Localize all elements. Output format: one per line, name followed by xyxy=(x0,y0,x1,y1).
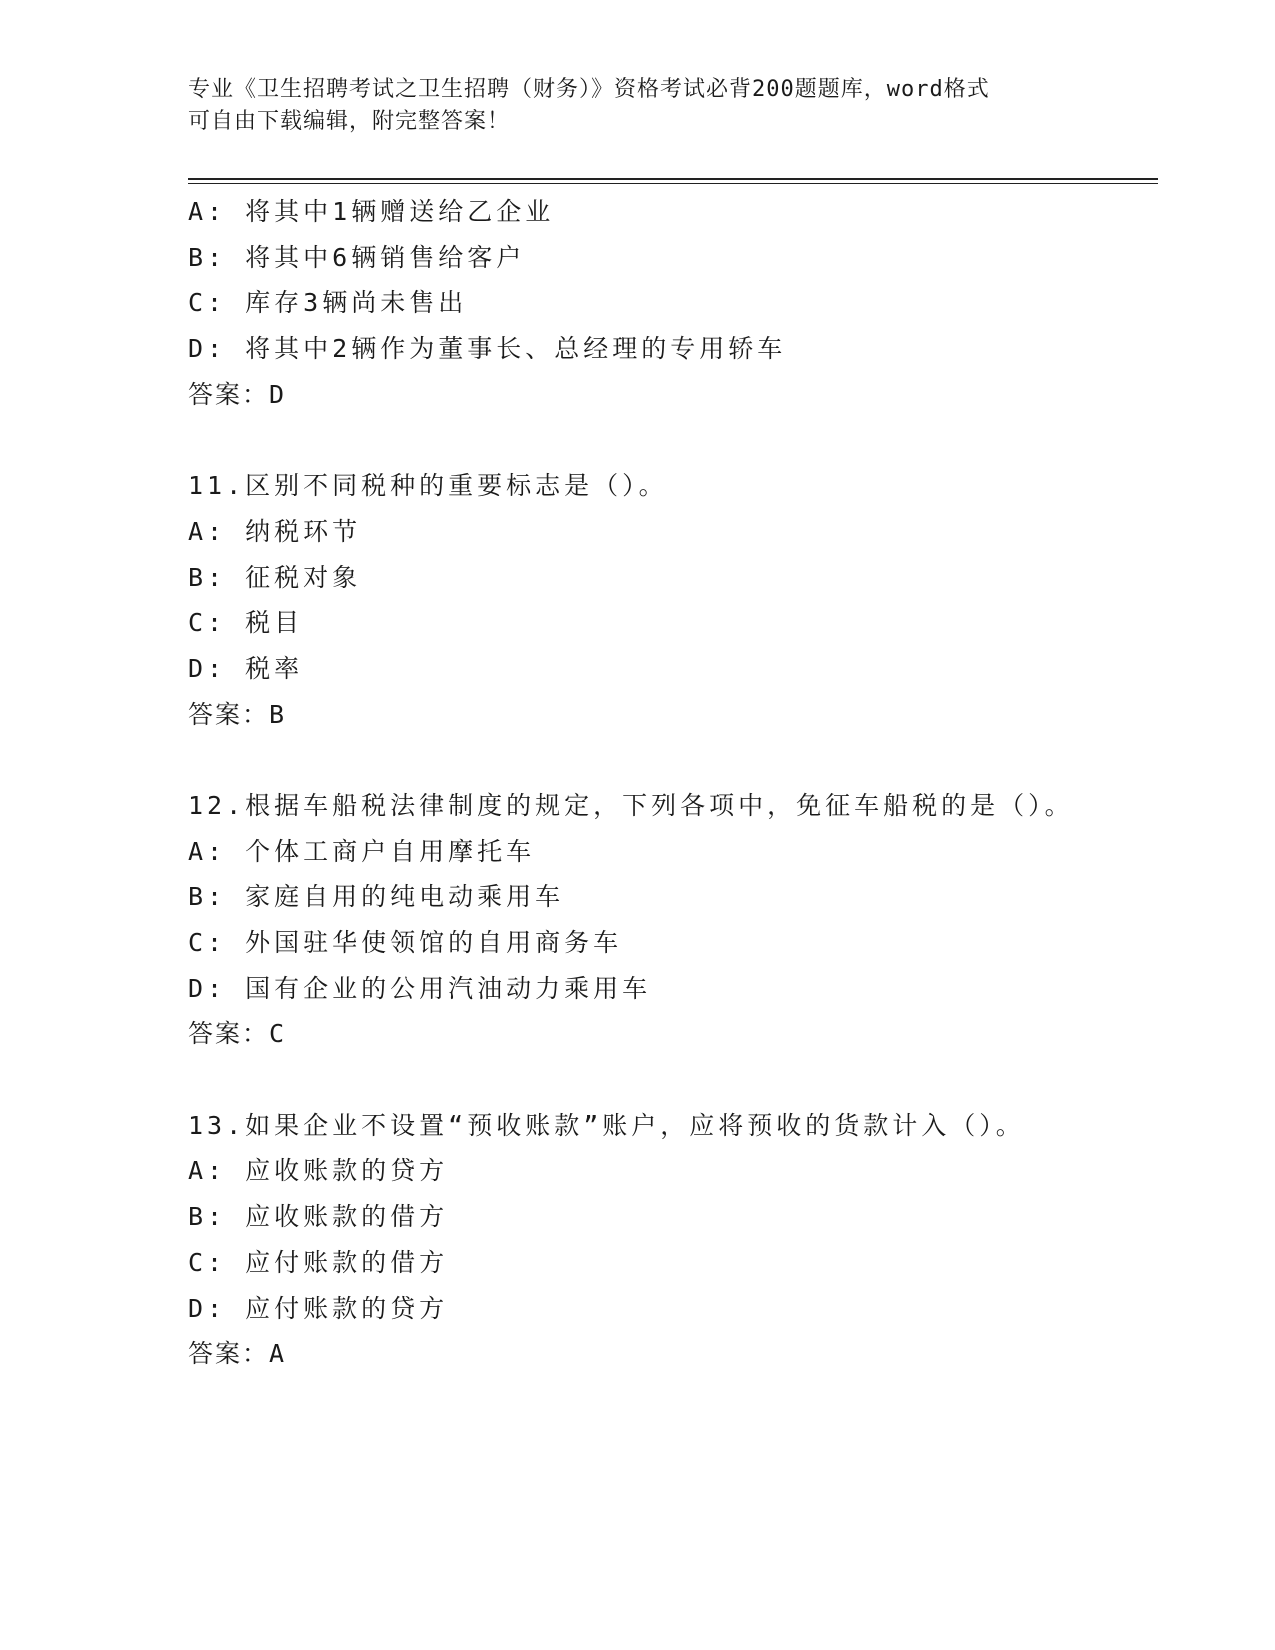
option-b: B: 将其中6辆销售给客户 xyxy=(188,242,526,272)
option-d: D: 国有企业的公用汽油动力乘用车 xyxy=(188,973,652,1003)
question-block-11 xyxy=(188,463,1148,737)
question-content xyxy=(188,189,1148,1377)
option-a: A: 将其中1辆赠送给乙企业 xyxy=(188,197,555,226)
option-a: A: 应收账款的贷方 xyxy=(188,1156,449,1186)
spacer xyxy=(188,1057,1148,1103)
option-b: B: 家庭自用的纯电动乘用车 xyxy=(188,882,565,912)
question-block-13 xyxy=(188,1103,1148,1377)
document-header xyxy=(188,74,1088,138)
option-c: C: 库存3辆尚未售出 xyxy=(188,288,468,318)
header-line-1: 专业《卫生招聘考试之卫生招聘（财务）》资格考试必背200题题库，word格式 xyxy=(188,77,990,102)
option-d: D: 税率 xyxy=(188,653,304,683)
question-stem: 13.如果企业不设置“预收账款”账户，应将预收的货款计入（）。 xyxy=(188,1110,1025,1140)
header-line-2: 可自由下载编辑，附完整答案！ xyxy=(188,109,511,134)
question-stem: 11.区别不同税种的重要标志是（）。 xyxy=(188,471,668,501)
header-rule-thin xyxy=(188,183,1158,184)
answer-line: 答案：A xyxy=(188,1339,287,1369)
answer-line: 答案：C xyxy=(188,1019,287,1049)
option-c: C: 外国驻华使领馆的自用商务车 xyxy=(188,928,623,957)
answer-line: 答案：D xyxy=(188,379,287,409)
option-a: A: 个体工商户自用摩托车 xyxy=(188,836,536,866)
question-block-10 xyxy=(188,189,1148,417)
spacer xyxy=(188,737,1148,783)
option-a: A: 纳税环节 xyxy=(188,516,362,546)
spacer xyxy=(188,417,1148,463)
header-rule-thick xyxy=(188,178,1158,180)
question-block-12 xyxy=(188,783,1148,1057)
option-b: B: 征税对象 xyxy=(188,562,362,592)
option-d: D: 应付账款的贷方 xyxy=(188,1293,449,1323)
option-b: B: 应收账款的借方 xyxy=(188,1202,449,1232)
option-c: C: 税目 xyxy=(188,608,304,638)
option-d: D: 将其中2辆作为董事长、总经理的专用轿车 xyxy=(188,334,787,364)
option-c: C: 应付账款的借方 xyxy=(188,1247,449,1277)
question-stem: 12.根据车船税法律制度的规定，下列各项中，免征车船税的是（）。 xyxy=(188,790,1074,820)
answer-line: 答案：B xyxy=(188,699,287,729)
